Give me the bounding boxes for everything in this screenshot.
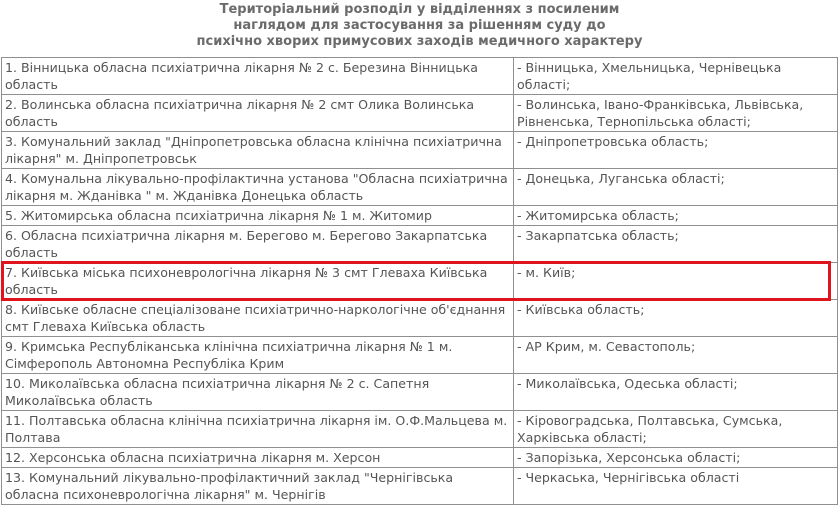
regions-cell: - Житомирська область; [514, 206, 838, 226]
regions-cell: - Закарпатська область; [514, 226, 838, 263]
hospital-cell: 10. Миколаївська обласна психіатрична лікарня № 2 с. Сапетня Миколаївська область [2, 374, 514, 411]
regions-cell: - Київська область; [514, 300, 838, 337]
table-row [2, 169, 838, 206]
regions-cell: - Волинська, Івано-Франківська, Львівська, Рівненська, Тернопільська області; [514, 95, 838, 132]
regions-cell: - АР Крим, м. Севастополь; [514, 337, 838, 374]
hospital-cell: 11. Полтавська обласна клінічна психіатрична лікарня ім. О.Ф.Мальцева м. Полтава [2, 411, 514, 448]
table-row [2, 206, 838, 226]
hospital-cell: 3. Комунальний заклад "Дніпропетровська обласна клінічна психіатрична лікарня" м. Дніпропетровськ [2, 132, 514, 169]
hospital-cell: 5. Житомирська обласна психіатрична лікарня № 1 м. Житомир [2, 206, 514, 226]
regions-cell: - Миколаївська, Одеська області; [514, 374, 838, 411]
table-row [2, 132, 838, 169]
hospital-cell: 4. Комунальна лікувально-профілактична установа "Обласна психіатрична лікарня м. Жданівка " м. Жданівка Донецька область [2, 169, 514, 206]
hospital-cell: 2. Волинська обласна психіатрична лікарня № 2 смт Олика Волинська область [2, 95, 514, 132]
regions-cell: - Дніпропетровська область; [514, 132, 838, 169]
hospital-cell: 12. Херсонська обласна психіатрична лікарня м. Херсон [2, 448, 514, 468]
table-row [2, 448, 838, 468]
table-row [2, 468, 838, 505]
hospital-cell: 7. Київська міська психоневрологічна лікарня № 3 смт Глеваха Київська область [2, 263, 514, 300]
regions-cell: - м. Київ; [514, 263, 838, 300]
table-row [2, 300, 838, 337]
hospital-cell: 9. Кримська Республіканська клінічна психіатрична лікарня № 1 м. Сімферополь Автономна Республіка Крим [2, 337, 514, 374]
hospital-cell: 13. Комунальний лікувально-профілактичний заклад "Чернігівська обласна психоневрологічна лікарня" м. Чернігів [2, 468, 514, 505]
table-row-highlighted [2, 263, 838, 300]
table-row [2, 337, 838, 374]
regions-cell: - Кіровоградська, Полтавська, Сумська, Харківська області; [514, 411, 838, 448]
table-row [2, 411, 838, 448]
title-line-3: психічно хворих примусових заходів медичного характеру [196, 34, 643, 49]
table-row [2, 95, 838, 132]
hospital-cell: 8. Київське обласне спеціалізоване психіатрично-наркологічне об'єднання смт Глеваха Київська область [2, 300, 514, 337]
hospital-cell: 1. Вінницька обласна психіатрична лікарня № 2 с. Березина Вінницька область [2, 58, 514, 95]
title-line-2: наглядом для застосування за рішенням суду до [233, 18, 606, 33]
regions-cell: - Вінницька, Хмельницька, Чернівецька області; [514, 58, 838, 95]
table-row [2, 58, 838, 95]
table-row [2, 374, 838, 411]
page-title [0, 2, 839, 50]
hospital-cell: 6. Обласна психіатрична лікарня м. Берегово м. Берегово Закарпатська область [2, 226, 514, 263]
regions-cell: - Донецька, Луганська області; [514, 169, 838, 206]
regions-cell: - Запорізька, Херсонська області; [514, 448, 838, 468]
distribution-table [1, 57, 838, 505]
table-row [2, 226, 838, 263]
regions-cell: - Черкаська, Чернігівська області [514, 468, 838, 505]
title-line-1: Територіальний розподіл у відділеннях з посиленим [219, 2, 620, 17]
